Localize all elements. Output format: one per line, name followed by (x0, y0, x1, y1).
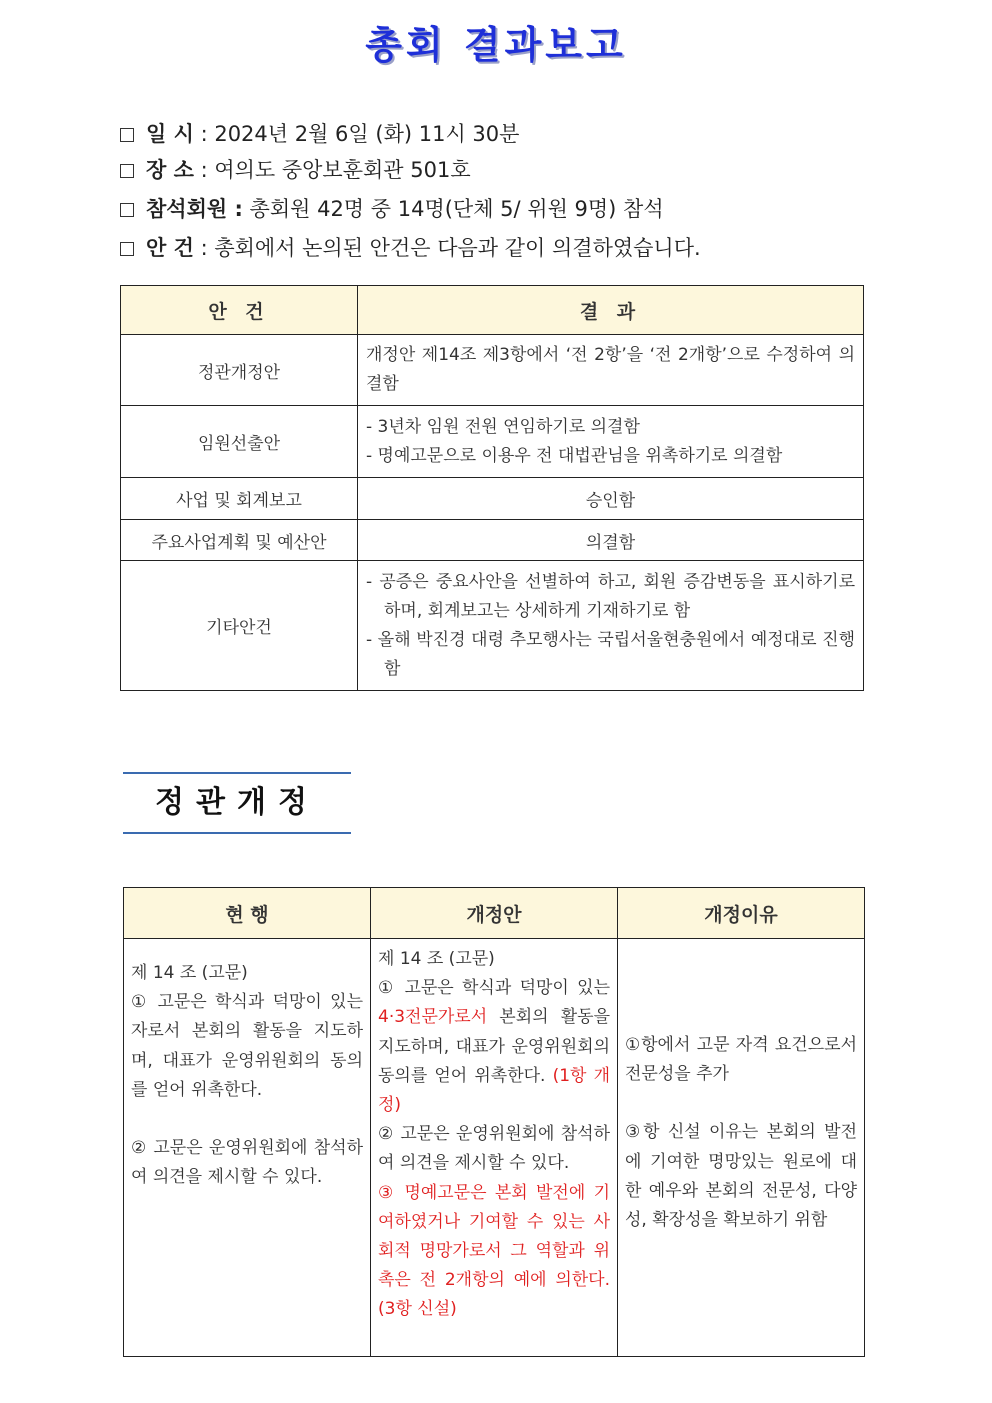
proposed-paragraph-2: ② 고문은 운영위원회에 참석하여 의견을 제시할 수 있다. (378, 1124, 610, 1174)
table-header-row (124, 888, 865, 939)
result-line: - 명예고문으로 이용우 전 대법관님을 위촉하기로 의결함 (366, 445, 783, 466)
header-current: 현 행 (124, 888, 371, 939)
agenda-result: 승인함 (358, 478, 864, 520)
result-line: - 3년차 임원 전원 연임하기로 의결함 (366, 416, 640, 437)
header-agenda: 안 건 (121, 286, 358, 335)
reason-1: ①항에서 고문 자격 요건으로서 전문성을 추가 (625, 1035, 857, 1085)
table-row (121, 478, 864, 520)
result-line: - 공증은 중요사안을 선별하여 하고, 회원 증감변동을 표시하기로 하며, 회계보고는 상세하게 기재하기로 함 (366, 571, 855, 621)
header-proposed: 개정안 (371, 888, 618, 939)
info-attendance-value: 총회원 42명 중 14명(단체 5/ 위원 9명) 참석 (249, 197, 664, 221)
info-place-sep: : (193, 158, 215, 182)
agenda-result: 의결함 (358, 520, 864, 561)
proposed-p1-text-cont: 본회의 활동을 지도하며, 대표가 운영위원회의 동의를 얻어 위촉한다. (378, 1007, 610, 1086)
header-result: 결 과 (358, 286, 864, 335)
checkbox-square-icon (120, 242, 134, 256)
current-paragraph-2: ② 고문은 운영위원회에 참석하여 의견을 제시할 수 있다. (131, 1138, 363, 1188)
section-title: 정관개정 (123, 772, 351, 834)
agenda-result-table (120, 285, 864, 691)
info-date-value: 2024년 2월 6일 (화) 11시 30분 (214, 122, 520, 146)
table-row (121, 561, 864, 691)
info-date (120, 119, 519, 149)
proposed-p1-note: (1항 개정) (378, 1065, 610, 1116)
proposed-article: 제 14 조 (고문) (378, 949, 495, 969)
checkbox-square-icon (120, 164, 134, 178)
table-row (124, 939, 865, 1357)
proposed-p1-text: ① 고문은 학식과 덕망이 있는 (378, 978, 610, 999)
header-reason: 개정이유 (618, 888, 865, 939)
info-agenda (120, 233, 701, 263)
table-row (121, 335, 864, 406)
proposed-paragraph-3: ③ 명예고문은 본회 발전에 기여하였거나 기여할 수 있는 사회적 명망가로서 그 역할과 위촉은 전 2개항의 예에 의한다. (3항 신설) (378, 1182, 610, 1320)
agenda-name: 임원선출안 (121, 406, 358, 478)
info-place-value: 여의도 중앙보훈회관 501호 (214, 158, 471, 182)
agenda-result: 개정안 제14조 제3항에서 ‘전 2항’을 ‘전 2개항’으로 수정하여 의결함 (358, 335, 864, 406)
amendment-table (123, 887, 865, 1357)
proposed-paragraph-1 (378, 974, 610, 1120)
page-title: 총회 결과보고 (365, 23, 627, 67)
agenda-name: 사업 및 회계보고 (121, 478, 358, 520)
table-row (121, 406, 864, 478)
current-article: 제 14 조 (고문) (131, 963, 248, 983)
table-row (121, 520, 864, 561)
info-date-key: 일 시 (146, 122, 194, 146)
agenda-result (358, 406, 864, 478)
info-place (120, 155, 471, 185)
checkbox-square-icon (120, 203, 134, 217)
reason-2: ③항 신설 이유는 본회의 발전에 기여한 명망있는 원로에 대한 예우와 본회의 전문성, 다양성, 확장성을 확보하기 위함 (625, 1122, 857, 1231)
agenda-name: 기타안건 (121, 561, 358, 691)
agenda-name: 정관개정안 (121, 335, 358, 406)
info-attendance (120, 194, 664, 224)
proposed-text-cell (371, 939, 618, 1357)
current-paragraph-1: ① 고문은 학식과 덕망이 있는 자로서 본회의 활동을 지도하며, 대표가 운영위원회의 동의를 얻어 위촉한다. (131, 992, 363, 1100)
info-agenda-value: 총회에서 논의된 안건은 다음과 같이 의결하였습니다. (214, 236, 701, 260)
checkbox-square-icon (120, 128, 134, 142)
info-place-key: 장 소 (146, 158, 194, 182)
info-agenda-key: 안 건 (146, 236, 194, 260)
proposed-p1-insertion: 4·3전문가로서 (378, 1007, 488, 1028)
agenda-name: 주요사업계획 및 예산안 (121, 520, 358, 561)
result-line: - 올해 박진경 대령 추모행사는 국립서울현충원에서 예정대로 진행함 (366, 629, 855, 679)
table-header-row (121, 286, 864, 335)
info-attendance-key: 참석회원 : (146, 197, 243, 221)
current-text-cell (124, 939, 371, 1357)
info-date-sep: : (193, 122, 215, 146)
info-attendance-sep (243, 197, 250, 221)
agenda-result (358, 561, 864, 691)
reason-text-cell (618, 939, 865, 1357)
info-agenda-sep: : (193, 236, 215, 260)
